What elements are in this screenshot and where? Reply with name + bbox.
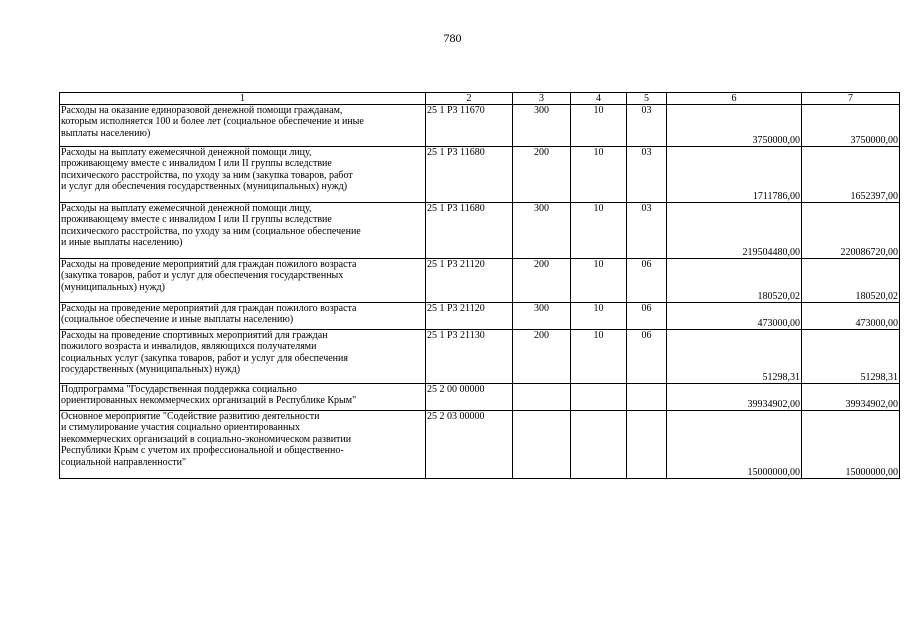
- subsection-code: [627, 384, 667, 411]
- amount-col7: 15000000,00: [802, 411, 900, 479]
- amount-col6: 219504480,00: [667, 203, 802, 259]
- section-code: 10: [571, 303, 627, 330]
- page-number: 780: [443, 31, 462, 45]
- expense-type-code: 200: [513, 330, 571, 384]
- expense-name: Расходы на выплату ежемесячной денежной помощи лицу, проживающему вместе с инвалидом I или II группы вследствие психического расстройства, по уходу за ним (закупка товаров, работ и услуг для обеспечения государственных (муниципальных) нужд): [60, 147, 426, 203]
- subsection-code: [627, 411, 667, 479]
- column-header: 1: [60, 93, 426, 105]
- section-code: 10: [571, 105, 627, 147]
- expense-name: Расходы на проведение мероприятий для граждан пожилого возраста (закупка товаров, работ и услуг для обеспечения государственных (муниципальных) нужд): [60, 259, 426, 303]
- amount-col7: 473000,00: [802, 303, 900, 330]
- table-row: [60, 384, 900, 411]
- table-header-row: [60, 93, 900, 105]
- table-row: [60, 411, 900, 479]
- table-row: [60, 105, 900, 147]
- target-article-code: 25 1 Р3 11670: [426, 105, 513, 147]
- table-row: [60, 203, 900, 259]
- expense-type-code: [513, 411, 571, 479]
- table-row: [60, 147, 900, 203]
- amount-col7: 39934902,00: [802, 384, 900, 411]
- target-article-code: 25 1 Р3 11680: [426, 203, 513, 259]
- section-code: 10: [571, 147, 627, 203]
- subsection-code: 03: [627, 203, 667, 259]
- column-header: 7: [802, 93, 900, 105]
- expense-type-code: 300: [513, 203, 571, 259]
- amount-col6: 180520,02: [667, 259, 802, 303]
- table-row: [60, 303, 900, 330]
- expense-type-code: 300: [513, 303, 571, 330]
- target-article-code: 25 1 Р3 21120: [426, 303, 513, 330]
- target-article-code: 25 2 03 00000: [426, 411, 513, 479]
- budget-table: [59, 92, 900, 479]
- expense-type-code: 300: [513, 105, 571, 147]
- amount-col7: 220086720,00: [802, 203, 900, 259]
- target-article-code: 25 1 Р3 21130: [426, 330, 513, 384]
- amount-col6: 15000000,00: [667, 411, 802, 479]
- amount-col7: 51298,31: [802, 330, 900, 384]
- column-header: 2: [426, 93, 513, 105]
- subsection-code: 06: [627, 303, 667, 330]
- section-code: [571, 384, 627, 411]
- subsection-code: 03: [627, 105, 667, 147]
- column-header: 4: [571, 93, 627, 105]
- subsection-code: 06: [627, 259, 667, 303]
- expense-type-code: 200: [513, 259, 571, 303]
- expense-type-code: 200: [513, 147, 571, 203]
- section-code: 10: [571, 203, 627, 259]
- column-header: 6: [667, 93, 802, 105]
- table-row: [60, 259, 900, 303]
- amount-col6: 39934902,00: [667, 384, 802, 411]
- column-header: 5: [627, 93, 667, 105]
- amount-col7: 180520,02: [802, 259, 900, 303]
- subsection-code: 03: [627, 147, 667, 203]
- expense-name: Расходы на выплату ежемесячной денежной помощи лицу, проживающему вместе с инвалидом I или II группы вследствие психического расстройства, по уходу за ним (социальное обеспечение и иные выплаты населению): [60, 203, 426, 259]
- subsection-code: 06: [627, 330, 667, 384]
- target-article-code: 25 2 00 00000: [426, 384, 513, 411]
- column-header: 3: [513, 93, 571, 105]
- target-article-code: 25 1 Р3 21120: [426, 259, 513, 303]
- expense-name: Расходы на оказание единоразовой денежной помощи гражданам, которым исполняется 100 и более лет (социальное обеспечение и иные выплаты населению): [60, 105, 426, 147]
- target-article-code: 25 1 Р3 11680: [426, 147, 513, 203]
- amount-col6: 1711786,00: [667, 147, 802, 203]
- amount-col6: 51298,31: [667, 330, 802, 384]
- expense-name: Подпрограмма "Государственная поддержка социально ориентированных некоммерческих организаций в Республике Крым": [60, 384, 426, 411]
- expense-name: Расходы на проведение спортивных мероприятий для граждан пожилого возраста и инвалидов, являющихся получателями социальных услуг (закупка товаров, работ и услуг для обеспечения государственных (муниципальных) нужд): [60, 330, 426, 384]
- amount-col6: 3750000,00: [667, 105, 802, 147]
- expense-type-code: [513, 384, 571, 411]
- amount-col7: 1652397,00: [802, 147, 900, 203]
- expense-name: Расходы на проведение мероприятий для граждан пожилого возраста (социальное обеспечение и иные выплаты населению): [60, 303, 426, 330]
- amount-col6: 473000,00: [667, 303, 802, 330]
- section-code: 10: [571, 330, 627, 384]
- section-code: 10: [571, 259, 627, 303]
- amount-col7: 3750000,00: [802, 105, 900, 147]
- section-code: [571, 411, 627, 479]
- expense-name: Основное мероприятие "Содействие развитию деятельности и стимулирование участия социально ориентированных некоммерческих организаций в социально-экономическом развитии Республики Крым с учетом их профессиональной и общественно- социальной направленности": [60, 411, 426, 479]
- table-row: [60, 330, 900, 384]
